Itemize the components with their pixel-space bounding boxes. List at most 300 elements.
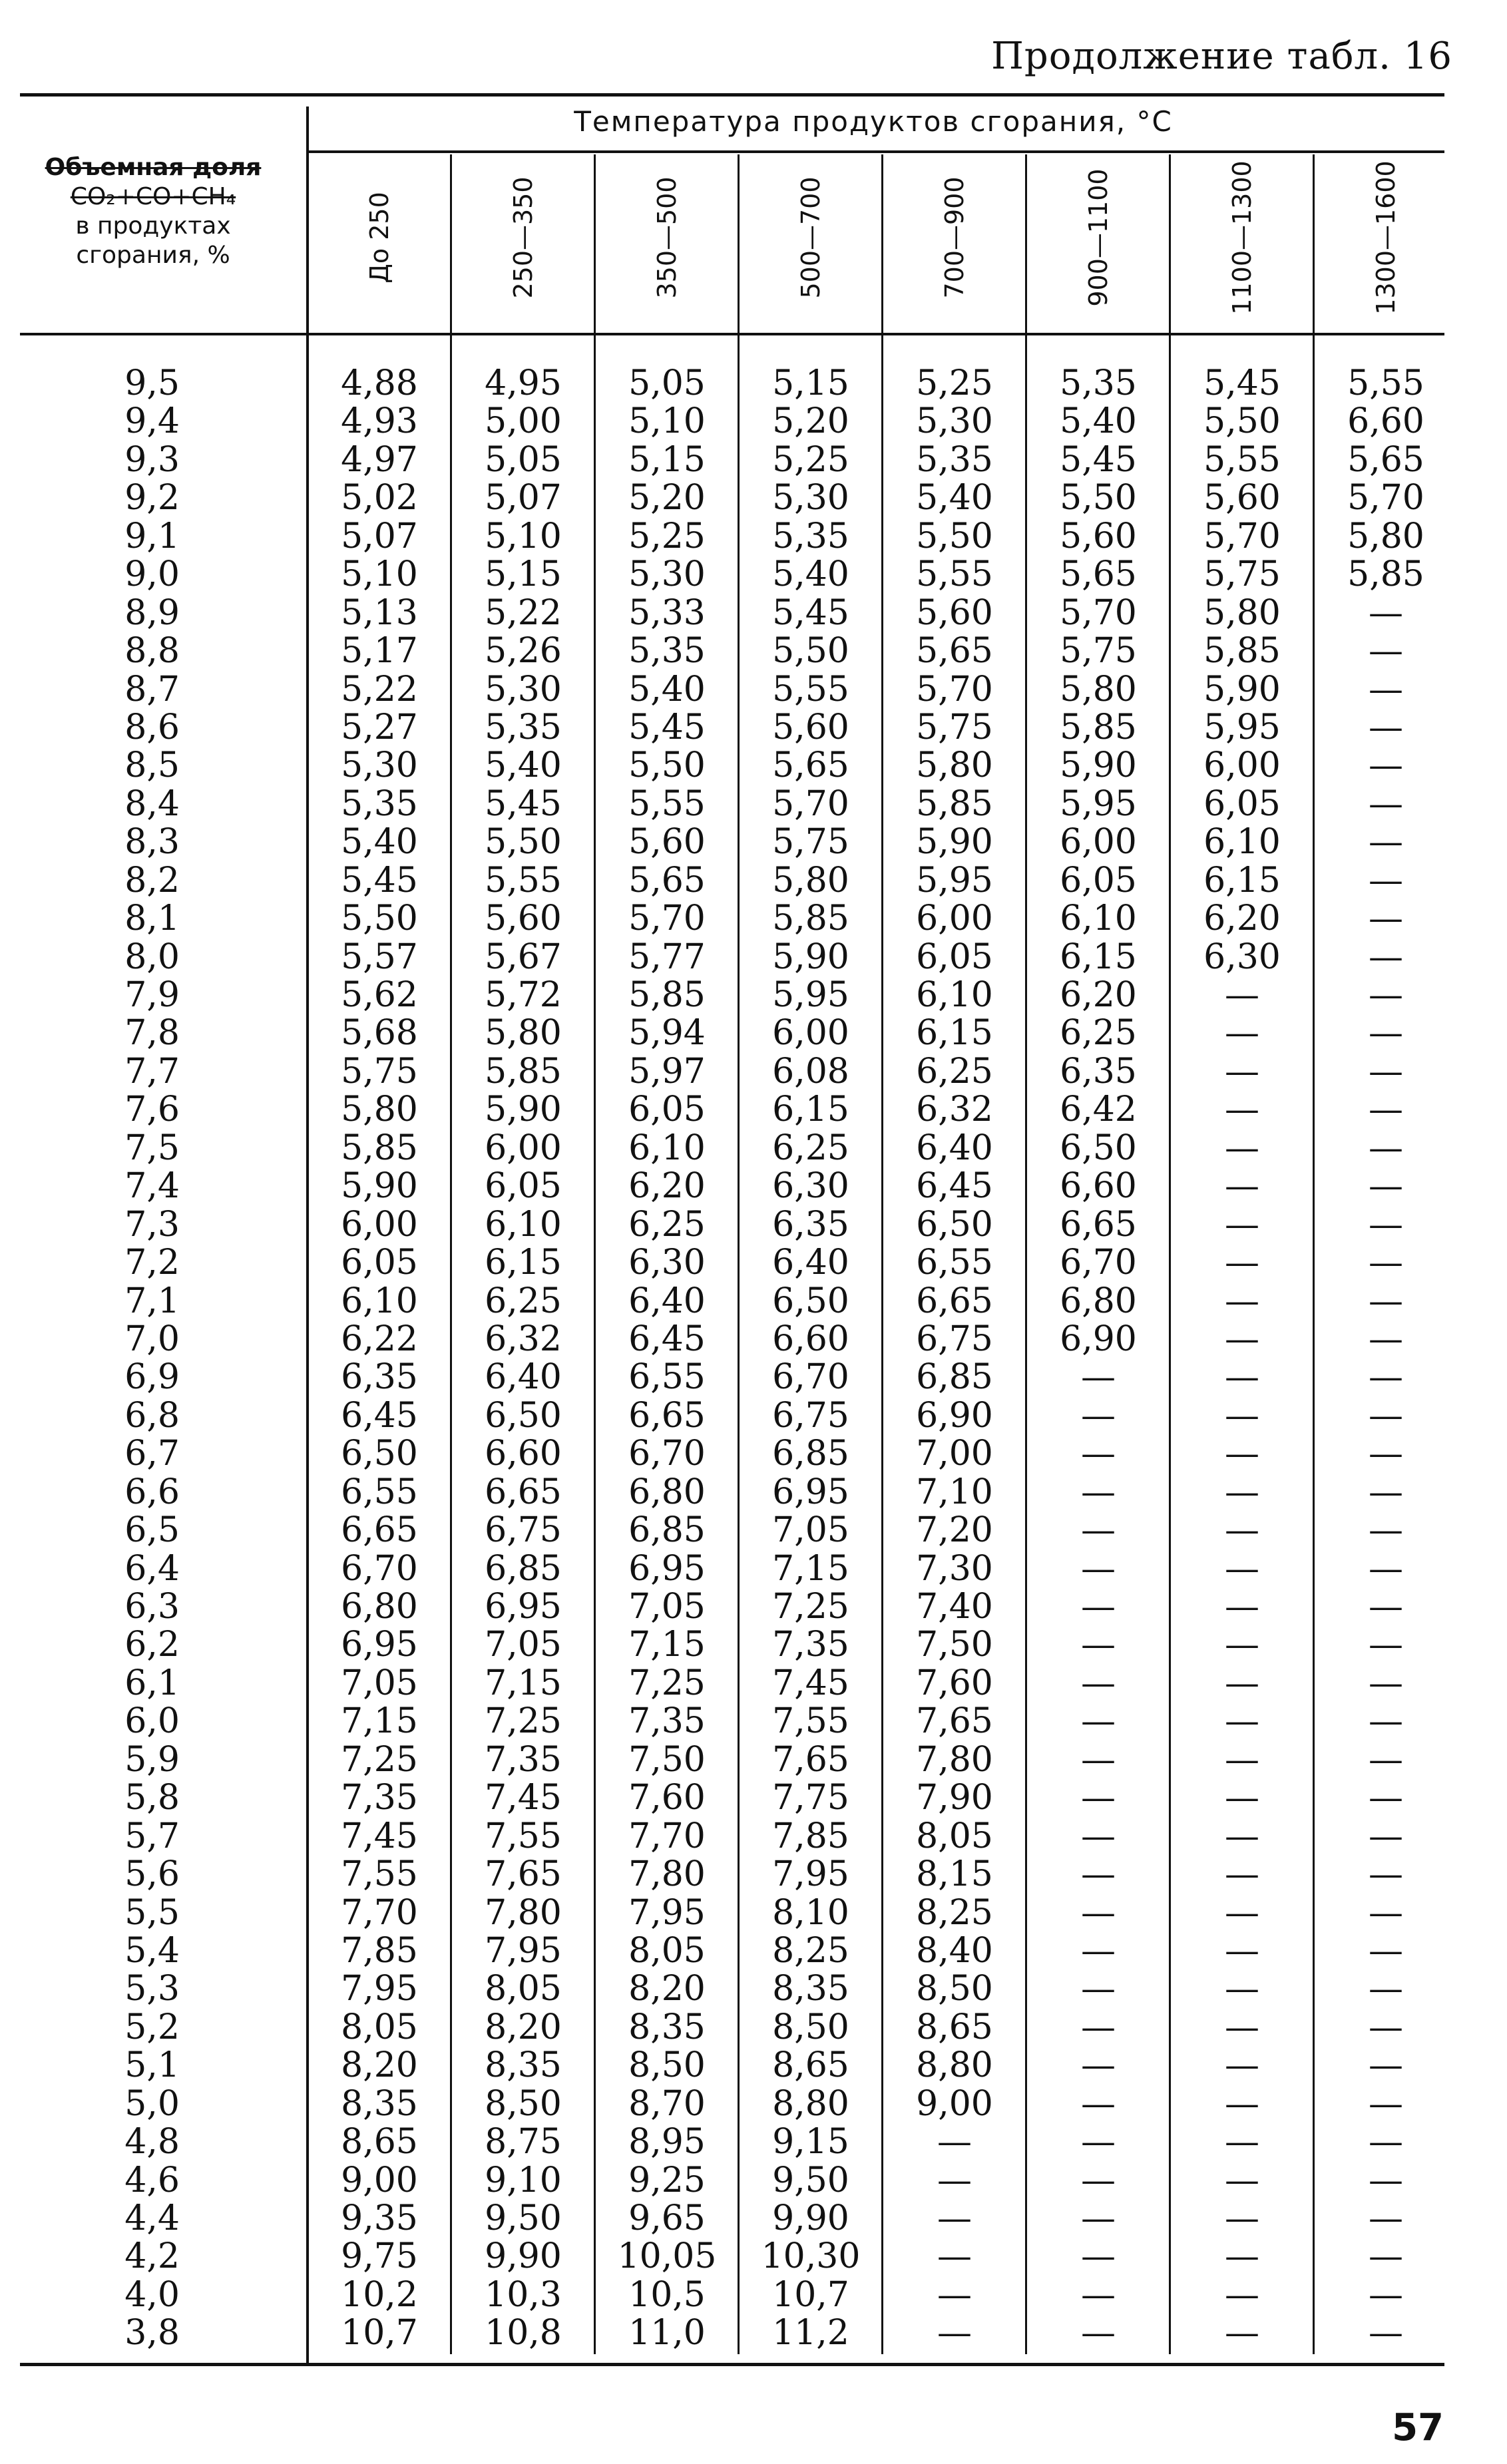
table-cell: 7,80 — [628, 1854, 706, 1895]
table-cell: 7,35 — [485, 1739, 562, 1780]
table-cell: — — [1369, 1434, 1403, 1474]
table-cell: 5,90 — [341, 1166, 418, 1207]
table-cell: 7,35 — [772, 1625, 849, 1665]
table-cell: 6,20 — [1203, 899, 1281, 939]
row-label: 8,2 — [124, 860, 180, 901]
column-separator — [1169, 154, 1171, 2354]
table-cell: — — [1369, 1587, 1403, 1627]
row-label: 4,8 — [124, 2122, 180, 2162]
column-header — [1314, 154, 1458, 321]
table-cell: — — [1225, 2313, 1259, 2354]
table-cell: 5,35 — [485, 707, 562, 747]
table-cell: — — [937, 2160, 972, 2200]
table-cell: — — [1081, 1930, 1116, 1971]
table-cell: — — [1225, 1739, 1259, 1780]
table-cell: 6,30 — [772, 1166, 849, 1207]
row-label: 4,4 — [124, 2198, 180, 2238]
table-cell: 5,77 — [628, 936, 706, 977]
table-cell: 8,35 — [485, 2045, 562, 2086]
table-cell: — — [1225, 1778, 1259, 1818]
column-header-label: 500—700 — [796, 176, 825, 299]
table-cell: 5,85 — [1347, 554, 1424, 595]
table-cell: 9,00 — [916, 2083, 993, 2124]
row-label-header-line: в продуктах — [75, 212, 231, 240]
table-cell: 6,05 — [485, 1166, 562, 1207]
table-cell: 5,40 — [1060, 401, 1137, 442]
table-cell: — — [1369, 631, 1403, 672]
table-cell: 8,50 — [628, 2045, 706, 2086]
row-label: 8,8 — [124, 631, 180, 672]
table-cell: 5,45 — [341, 860, 418, 901]
table-cell: — — [1369, 1128, 1403, 1168]
table-cell: 5,85 — [772, 899, 849, 939]
table-cell: — — [1369, 1548, 1403, 1589]
table-cell: 10,05 — [617, 2236, 717, 2277]
table-cell: — — [1081, 2198, 1116, 2238]
table-cell: 6,25 — [772, 1128, 849, 1168]
table-cell: 6,40 — [628, 1281, 706, 1321]
table-cell: 7,65 — [916, 1701, 993, 1742]
table-cell: — — [1225, 1510, 1259, 1551]
table-cell: — — [1225, 1930, 1259, 1971]
table-cell: 9,90 — [772, 2198, 849, 2238]
column-separator — [450, 154, 452, 2354]
table-cell: 4,97 — [341, 439, 418, 480]
row-label: 8,1 — [124, 899, 180, 939]
top-rule — [20, 93, 1444, 97]
table-cell: 6,55 — [341, 1472, 418, 1512]
table-cell: 6,75 — [485, 1510, 562, 1551]
row-label: 8,3 — [124, 822, 180, 863]
table-cell: 7,20 — [916, 1510, 993, 1551]
table-cell: 6,20 — [1060, 975, 1137, 1015]
table-cell: 8,15 — [916, 1854, 993, 1895]
table-cell: — — [1081, 2007, 1116, 2047]
table-cell: 8,80 — [772, 2083, 849, 2124]
table-cell: — — [1369, 899, 1403, 939]
column-separator — [1313, 154, 1315, 2354]
table-cell: 7,15 — [485, 1663, 562, 1703]
table-cell: — — [1081, 2160, 1116, 2200]
column-header — [451, 154, 595, 321]
table-cell: — — [1369, 1204, 1403, 1245]
table-cell: 5,50 — [772, 631, 849, 672]
table-cell: — — [1081, 1587, 1116, 1627]
row-label: 7,7 — [124, 1051, 180, 1092]
table-cell: 5,65 — [1347, 439, 1424, 480]
data-column — [1176, 365, 1309, 2353]
row-label: 5,4 — [124, 1930, 180, 1971]
table-cell: 5,85 — [485, 1051, 562, 1092]
table-cell: 5,30 — [485, 669, 562, 710]
table-cell: 5,35 — [1060, 363, 1137, 403]
table-cell: 7,35 — [628, 1701, 706, 1742]
table-cell: — — [1369, 1969, 1403, 2009]
row-label-header-line: CO₂+CO+CH₄ — [70, 183, 236, 210]
table-cell: — — [1081, 1854, 1116, 1895]
table-cell: — — [1369, 936, 1403, 977]
table-cell: — — [1225, 1051, 1259, 1092]
table-cell: 6,65 — [1060, 1204, 1137, 1245]
table-cell: 7,25 — [341, 1739, 418, 1780]
table-cell: — — [1225, 1281, 1259, 1321]
table-cell: 6,25 — [628, 1204, 706, 1245]
table-cell: 5,50 — [916, 516, 993, 556]
table-cell: 6,00 — [772, 1013, 849, 1054]
row-label: 6,6 — [124, 1472, 180, 1512]
table-cell: 6,15 — [1203, 860, 1281, 901]
table-cell: 6,60 — [485, 1434, 562, 1474]
table-cell: 9,15 — [772, 2122, 849, 2162]
table-cell: 8,05 — [341, 2007, 418, 2047]
table-cell: 6,85 — [916, 1357, 993, 1398]
table-cell: 7,00 — [916, 1434, 993, 1474]
table-cell: 5,15 — [485, 554, 562, 595]
row-label-header-line: Объемная доля — [45, 154, 262, 181]
table-cell: — — [1369, 1778, 1403, 1818]
table-cell: — — [1225, 1663, 1259, 1703]
table-cell: 6,30 — [1203, 936, 1281, 977]
table-cell: — — [1081, 2083, 1116, 2124]
table-cell: 8,75 — [485, 2122, 562, 2162]
table-cell: 10,8 — [485, 2313, 562, 2354]
row-label: 5,9 — [124, 1739, 180, 1780]
table-cell: 9,35 — [341, 2198, 418, 2238]
table-cell: 8,20 — [341, 2045, 418, 2086]
table-cell: — — [1369, 2122, 1403, 2162]
table-cell: 5,62 — [341, 975, 418, 1015]
row-label-header — [27, 153, 280, 270]
table-cell: 7,90 — [916, 1778, 993, 1818]
table-cell: 6,80 — [1060, 1281, 1137, 1321]
table-cell: — — [1081, 2236, 1116, 2277]
table-cell: 7,30 — [916, 1548, 993, 1589]
table-cell: 6,70 — [772, 1357, 849, 1398]
table-cell: 5,60 — [1203, 478, 1281, 518]
table-cell: — — [937, 2274, 972, 2315]
table-cell: 11,2 — [772, 2313, 849, 2354]
table-cell: 5,22 — [341, 669, 418, 710]
table-cell: 5,26 — [485, 631, 562, 672]
label-column-separator — [306, 106, 309, 2363]
data-column — [457, 365, 590, 2353]
table-cell: 6,10 — [628, 1128, 706, 1168]
table-cell: 6,35 — [1060, 1051, 1137, 1092]
table-cell: 6,05 — [916, 936, 993, 977]
table-cell: — — [1369, 783, 1403, 824]
table-cell: — — [937, 2122, 972, 2162]
row-label: 6,3 — [124, 1587, 180, 1627]
table-cell: — — [937, 2198, 972, 2238]
table-cell: 6,50 — [772, 1281, 849, 1321]
column-header-label: 900—1100 — [1084, 168, 1113, 307]
data-column — [313, 365, 446, 2353]
table-cell: 5,70 — [772, 783, 849, 824]
table-cell: 6,42 — [1060, 1090, 1137, 1130]
table-cell: 7,60 — [916, 1663, 993, 1703]
table-cell: 5,55 — [1347, 363, 1424, 403]
table-cell: 5,02 — [341, 478, 418, 518]
table-cell: 5,55 — [1203, 439, 1281, 480]
table-cell: 5,07 — [485, 478, 562, 518]
row-label: 7,2 — [124, 1243, 180, 1283]
column-separator — [881, 154, 883, 2354]
table-cell: 8,95 — [628, 2122, 706, 2162]
group-header-rule — [308, 150, 1444, 153]
table-cell: 8,20 — [628, 1969, 706, 2009]
table-cell: 6,25 — [485, 1281, 562, 1321]
table-cell: 8,70 — [628, 2083, 706, 2124]
table-cell: 9,75 — [341, 2236, 418, 2277]
table-cell: 6,65 — [485, 1472, 562, 1512]
table-cell: 8,65 — [916, 2007, 993, 2047]
table-cell: — — [1369, 1281, 1403, 1321]
table-cell: 7,10 — [916, 1472, 993, 1512]
table-cell: 5,15 — [772, 363, 849, 403]
header-bottom-rule — [20, 333, 1444, 335]
table-cell: 5,70 — [1203, 516, 1281, 556]
table-cell: 6,55 — [916, 1243, 993, 1283]
table-cell: 6,85 — [628, 1510, 706, 1551]
table-cell: 8,50 — [485, 2083, 562, 2124]
table-cell: 5,80 — [916, 745, 993, 786]
table-cell: 5,35 — [916, 439, 993, 480]
table-cell: — — [1369, 1854, 1403, 1895]
table-cell: 7,45 — [485, 1778, 562, 1818]
table-cell: 8,35 — [628, 2007, 706, 2047]
table-cell: 6,45 — [916, 1166, 993, 1207]
column-header-label: 1300—1600 — [1371, 160, 1400, 315]
table-cell: 5,25 — [628, 516, 706, 556]
table-cell: 9,25 — [628, 2160, 706, 2200]
table-cell: 6,45 — [628, 1319, 706, 1359]
table-cell: 7,95 — [485, 1930, 562, 1971]
table-cell: 5,90 — [916, 822, 993, 863]
table-cell: 6,05 — [341, 1243, 418, 1283]
row-label: 5,5 — [124, 1892, 180, 1933]
table-cell: — — [1225, 2122, 1259, 2162]
table-cell: 6,60 — [1347, 401, 1424, 442]
table-cell: 6,08 — [772, 1051, 849, 1092]
table-cell: — — [1225, 1243, 1259, 1283]
table-cell: 5,10 — [341, 554, 418, 595]
table-cell: 7,95 — [772, 1854, 849, 1895]
table-cell: 5,10 — [485, 516, 562, 556]
table-cell: 5,50 — [1060, 478, 1137, 518]
table-cell: 6,40 — [772, 1243, 849, 1283]
table-cell: 5,60 — [485, 899, 562, 939]
table-cell: 5,90 — [485, 1090, 562, 1130]
table-cell: 8,25 — [772, 1930, 849, 1971]
table-cell: 10,7 — [772, 2274, 849, 2315]
row-label: 5,6 — [124, 1854, 180, 1895]
table-cell: 6,00 — [341, 1204, 418, 1245]
table-cell: 5,45 — [772, 592, 849, 633]
row-label: 8,6 — [124, 707, 180, 747]
table-cell: 6,80 — [628, 1472, 706, 1512]
row-label: 5,0 — [124, 2083, 180, 2124]
table-cell: 5,70 — [1347, 478, 1424, 518]
column-header — [883, 154, 1026, 321]
table-cell: 6,85 — [772, 1434, 849, 1474]
column-header — [308, 154, 451, 321]
table-cell: — — [1369, 975, 1403, 1015]
table-cell: 5,55 — [485, 860, 562, 901]
table-cell: 5,17 — [341, 631, 418, 672]
table-cell: 6,05 — [628, 1090, 706, 1130]
row-label: 8,9 — [124, 592, 180, 633]
bottom-rule — [20, 2363, 1444, 2366]
table-cell: 6,75 — [916, 1319, 993, 1359]
column-header-label: 700—900 — [940, 176, 969, 299]
table-cell: 7,60 — [628, 1778, 706, 1818]
table-cell: — — [1225, 975, 1259, 1015]
table-cell: 5,45 — [485, 783, 562, 824]
row-label-header-line: сгорания, % — [76, 242, 230, 269]
table-cell: 5,30 — [341, 745, 418, 786]
table-cell: 7,15 — [772, 1548, 849, 1589]
table-cell: — — [1081, 2274, 1116, 2315]
table-cell: 8,10 — [772, 1892, 849, 1933]
table-cell: 5,68 — [341, 1013, 418, 1054]
table-cell: 6,25 — [916, 1051, 993, 1092]
table-cell: 6,60 — [772, 1319, 849, 1359]
table-cell: 7,65 — [772, 1739, 849, 1780]
table-cell: — — [1081, 1625, 1116, 1665]
table-cell: 5,85 — [341, 1128, 418, 1168]
table-cell: 5,70 — [916, 669, 993, 710]
table-cell: 10,2 — [341, 2274, 418, 2315]
table-cell: — — [1369, 1510, 1403, 1551]
row-label: 8,4 — [124, 783, 180, 824]
table-cell: — — [1369, 2236, 1403, 2277]
table-cell: 7,45 — [341, 1816, 418, 1856]
table-cell: 7,25 — [485, 1701, 562, 1742]
table-cell: 6,80 — [341, 1587, 418, 1627]
table-cell: 6,75 — [772, 1395, 849, 1436]
table-cell: 7,50 — [916, 1625, 993, 1665]
table-cell: 7,15 — [628, 1625, 706, 1665]
table-cell: — — [1225, 1319, 1259, 1359]
table-cell: — — [1369, 1739, 1403, 1780]
table-cell: — — [1369, 2198, 1403, 2238]
table-cell: — — [1081, 1969, 1116, 2009]
table-cell: 5,27 — [341, 707, 418, 747]
row-label: 7,4 — [124, 1166, 180, 1207]
table-cell: 6,60 — [1060, 1166, 1137, 1207]
table-cell: 8,65 — [772, 2045, 849, 2086]
table-cell: 9,50 — [485, 2198, 562, 2238]
table-cell: — — [1369, 2160, 1403, 2200]
table-cell: 5,40 — [628, 669, 706, 710]
table-cell: 5,22 — [485, 592, 562, 633]
row-label: 7,8 — [124, 1013, 180, 1054]
table-cell: 5,80 — [1347, 516, 1424, 556]
table-cell: 5,90 — [1060, 745, 1137, 786]
table-cell: 7,55 — [341, 1854, 418, 1895]
table-cell: 5,95 — [1060, 783, 1137, 824]
table-cell: 9,00 — [341, 2160, 418, 2200]
table-cell: 7,95 — [341, 1969, 418, 2009]
table-cell: 8,80 — [916, 2045, 993, 2086]
table-cell: 6,50 — [1060, 1128, 1137, 1168]
row-label: 6,7 — [124, 1434, 180, 1474]
table-cell: — — [1225, 1090, 1259, 1130]
column-header-label: 1100—1300 — [1227, 160, 1257, 315]
table-cell: 6,95 — [772, 1472, 849, 1512]
table-cell: — — [1081, 1892, 1116, 1933]
row-label: 6,9 — [124, 1357, 180, 1398]
table-cell: 5,55 — [628, 783, 706, 824]
table-cell: 7,55 — [772, 1701, 849, 1742]
table-cell: 7,80 — [485, 1892, 562, 1933]
table-cell: — — [1081, 1357, 1116, 1398]
table-cell: 5,60 — [628, 822, 706, 863]
table-cell: — — [1081, 1739, 1116, 1780]
table-cell: 6,65 — [341, 1510, 418, 1551]
table-cell: — — [1081, 1395, 1116, 1436]
table-cell: 8,35 — [772, 1969, 849, 2009]
table-cell: 5,85 — [628, 975, 706, 1015]
table-cell: 7,95 — [628, 1892, 706, 1933]
table-cell: 6,65 — [916, 1281, 993, 1321]
table-cell: — — [1225, 1701, 1259, 1742]
table-cell: 6,50 — [485, 1395, 562, 1436]
table-cell: 5,90 — [1203, 669, 1281, 710]
row-label: 8,5 — [124, 745, 180, 786]
table-cell: — — [1369, 1892, 1403, 1933]
temperature-group-header: Температура продуктов сгорания, °C — [574, 105, 1173, 138]
table-cell: 8,65 — [341, 2122, 418, 2162]
table-cell: 5,45 — [1203, 363, 1281, 403]
table-cell: 6,55 — [628, 1357, 706, 1398]
table-cell: 10,30 — [761, 2236, 861, 2277]
row-label: 6,0 — [124, 1701, 180, 1742]
row-label: 6,8 — [124, 1395, 180, 1436]
table-cell: 5,05 — [628, 363, 706, 403]
table-cell: 5,80 — [485, 1013, 562, 1054]
table-cell: 5,75 — [1203, 554, 1281, 595]
table-caption: Продолжение табл. 16 — [991, 35, 1452, 78]
table-cell: — — [1369, 1395, 1403, 1436]
table-cell: 5,50 — [1203, 401, 1281, 442]
column-header — [739, 154, 883, 321]
table-cell: 5,45 — [628, 707, 706, 747]
table-cell: 5,85 — [1203, 631, 1281, 672]
table-cell: 5,40 — [916, 478, 993, 518]
row-label: 6,1 — [124, 1663, 180, 1703]
table-cell: — — [1081, 2045, 1116, 2086]
table-cell: 6,35 — [772, 1204, 849, 1245]
table-cell: 9,90 — [485, 2236, 562, 2277]
table-cell: 5,20 — [772, 401, 849, 442]
page-number: 57 — [1392, 2406, 1444, 2449]
table-cell: 6,35 — [341, 1357, 418, 1398]
table-cell: 6,90 — [916, 1395, 993, 1436]
data-column — [600, 365, 734, 2353]
table-cell: 10,7 — [341, 2313, 418, 2354]
table-cell: 5,35 — [341, 783, 418, 824]
row-label: 3,8 — [124, 2313, 180, 2354]
table-cell: 7,75 — [772, 1778, 849, 1818]
table-cell: 5,00 — [485, 401, 562, 442]
table-cell: 5,94 — [628, 1013, 706, 1054]
table-cell: 9,65 — [628, 2198, 706, 2238]
table-cell: 7,05 — [628, 1587, 706, 1627]
table-cell: — — [1081, 2122, 1116, 2162]
table-cell: 7,80 — [916, 1739, 993, 1780]
table-cell: 6,10 — [341, 1281, 418, 1321]
